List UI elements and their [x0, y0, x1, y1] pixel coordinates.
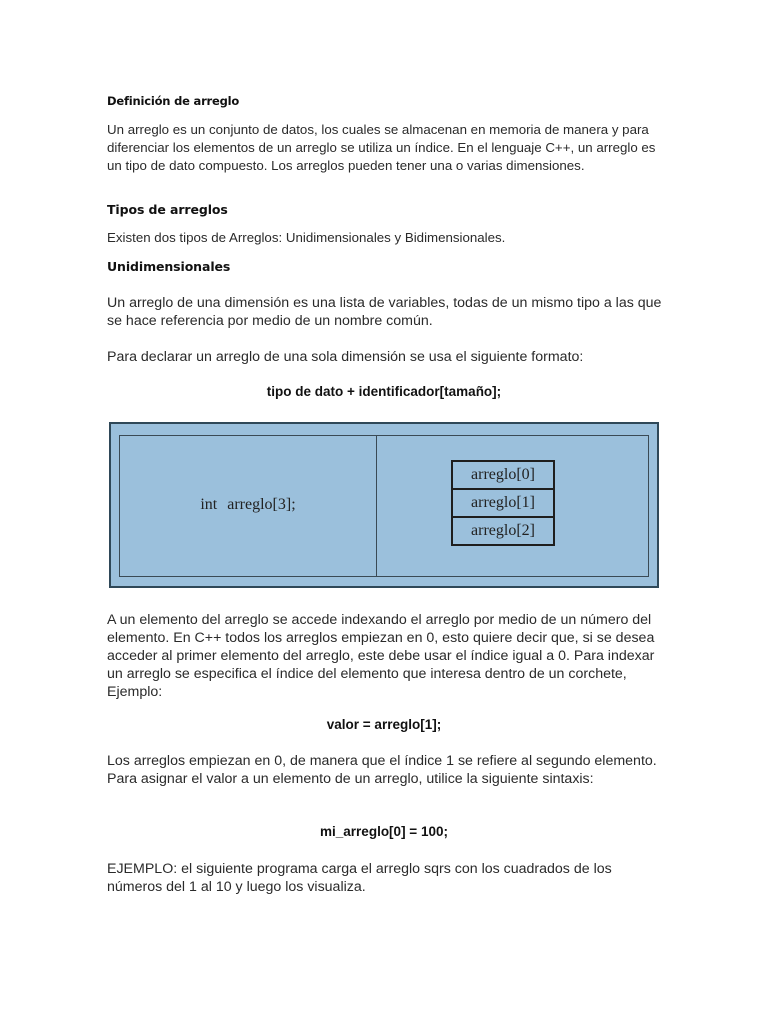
diagram-divider	[376, 436, 377, 576]
example-asignacion: mi_arreglo[0] = 100;	[320, 824, 448, 839]
diagram-inner-frame	[119, 435, 649, 577]
paragraph-acceso: A un elemento del arreglo se accede indexando el arreglo por medio de un número del elemento. En C++ todos los arreglos empiezan en 0, esto quiere decir que, si se desea acceder al primer elemento del arreglo, este debe usar el índice igual a 0. Para indexar un arreglo se especifica el índice del elemento que interesa dentro de un corchete, Ejemplo:	[107, 612, 655, 700]
paragraph-declarar: Para declarar un arreglo de una sola dimensión se usa el siguiente formato:	[107, 349, 584, 365]
heading-unidimensionales: Unidimensionales	[107, 259, 231, 274]
heading-definicion: Definición de arreglo	[107, 94, 240, 108]
array-declaration	[120, 496, 376, 514]
example-valor: valor = arreglo[1];	[326, 717, 442, 732]
paragraph-tipos: Existen dos tipos de Arreglos: Unidimensionales y Bidimensionales.	[107, 230, 506, 245]
declaration-name: arreglo[3];	[227, 496, 296, 513]
array-cell-1: arreglo[1]	[451, 488, 555, 518]
array-cells	[451, 460, 555, 546]
array-cell-2: arreglo[2]	[451, 516, 555, 546]
declaration-type: int	[200, 496, 218, 513]
paragraph-asignar: Los arreglos empiezan en 0, de manera que el índice 1 se refiere al segundo elemento. Para asignar el valor a un elemento de un arreglo, utilice la siguiente sintaxis:	[107, 753, 657, 787]
array-diagram	[109, 422, 659, 588]
array-cell-0: arreglo[0]	[451, 460, 555, 490]
paragraph-definicion: Un arreglo es un conjunto de datos, los cuales se almacenan en memoria de manera y para diferenciar los elementos de un arreglo se utiliza un índice. En el lenguaje C++, un arreglo es un tipo de dato compuesto. Los arreglos pueden tener una o varias dimensiones.	[107, 122, 656, 173]
heading-tipos: Tipos de arreglos	[107, 202, 228, 217]
paragraph-unidimensional: Un arreglo de una dimensión es una lista de variables, todas de un mismo tipo a las que se hace referencia por medio de un nombre común.	[107, 295, 662, 329]
paragraph-ejemplo: EJEMPLO: el siguiente programa carga el arreglo sqrs con los cuadrados de los números del 1 al 10 y luego los visualiza.	[107, 861, 612, 895]
format-line: tipo de dato + identificador[tamaño];	[266, 384, 502, 399]
